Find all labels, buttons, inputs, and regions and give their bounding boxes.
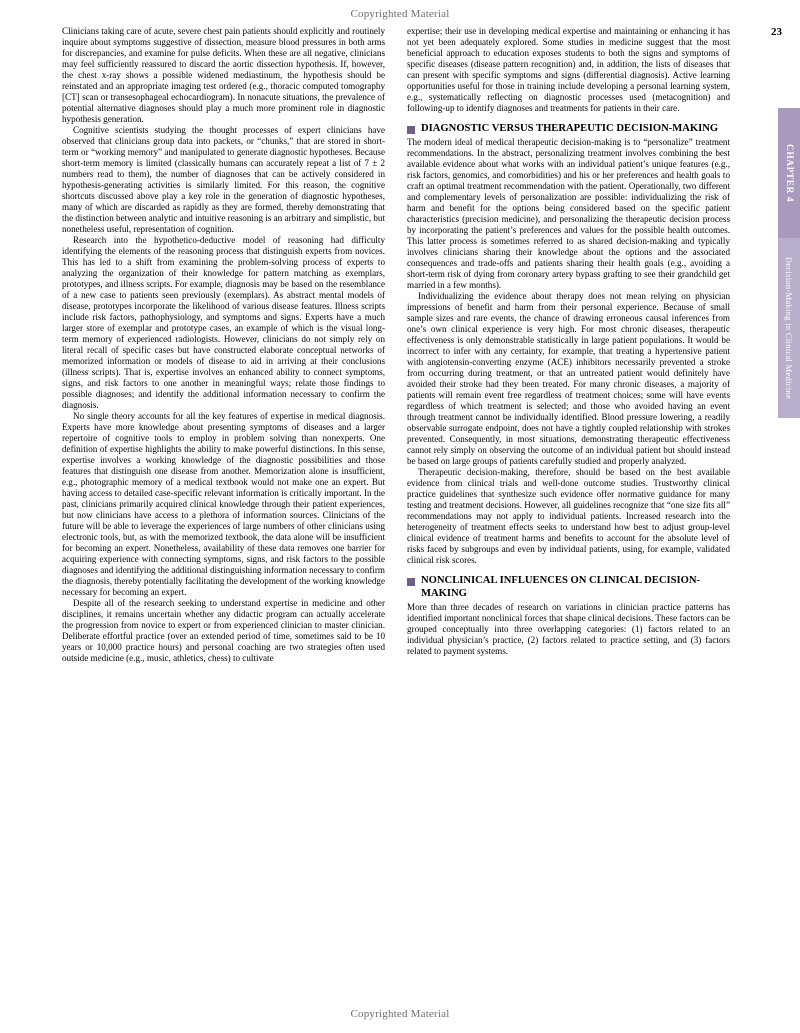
section-bullet-icon bbox=[407, 578, 415, 586]
chapter-tab bbox=[778, 108, 800, 238]
paragraph: Despite all of the research seeking to understand expertise in medicine and other disciplines, it remains uncertain whether any didactic program can actually accelerate the progression from novice to expert or from experienced clinician to master clinician. Deliberate effortful practice (over an extended period of time, sometimes said to be 10 years or 10,000 practice hours) and personal coaching are two strategies often used outside medicine (e.g., music, athletics, chess) to cultivate bbox=[62, 598, 385, 663]
chapter-title-tab-label: Decision-Making in Clinical Medicine bbox=[784, 256, 794, 400]
watermark-top: Copyrighted Material bbox=[350, 8, 450, 20]
left-column bbox=[62, 26, 385, 986]
right-column bbox=[407, 26, 730, 986]
section-bullet-icon bbox=[407, 126, 415, 134]
paragraph: expertise; their use in developing medical expertise and maintaining or enhancing it has not yet been adequately explored. Some studies in medicine suggest that the most beneficial approach to education exposes students to both the signs and symptoms of specific diseases (disease pattern recognition) and, in addition, the lists of diseases that can present with specific symptoms and signs (differential diagnosis). Active learning opportunities useful for those in training include developing a personal learning system, e.g., systematically reflecting on diagnostic processes used (metacognition) and following-up to identify diagnoses and treatments for patients in their care. bbox=[407, 26, 730, 113]
section-heading-label: NONCLINICAL INFLUENCES ON CLINICAL DECISION-MAKING bbox=[421, 575, 701, 599]
section-heading-nonclinical-influences bbox=[407, 575, 730, 600]
paragraph: Cognitive scientists studying the thought processes of expert clinicians have observed that clinicians group data into packets, or “chunks,” that are stored in short-term or “working memory” and manipulated to generate diagnostic hypotheses. Because short-term memory is limited (classically humans can accurately repeat a list of 7 ± 2 numbers read to them), the number of diagnoses that can be actively considered in hypothesis-generating activities is similarly limited. For this reason, the cognitive shortcuts discussed above play a key role in the generation of diagnostic hypotheses, many of which are discarded as rapidly as they are formed, thereby demonstrating that the distinction between analytic and intuitive reasoning is an arbitrary and simplistic, but nonetheless useful, representation of cognition. bbox=[62, 125, 386, 234]
section-heading-label: DIAGNOSTIC VERSUS THERAPEUTIC DECISION-MAKING bbox=[421, 123, 719, 134]
watermark-bottom: Copyrighted Material bbox=[350, 1008, 450, 1020]
paragraph: Individualizing the evidence about therapy does not mean relying on physician impressions of benefit and harm from their personal experience. Because of small sample sizes and rare events, the chance of drawing erroneous causal inferences from one’s own clinical experience is very high. For most chronic diseases, therapeutic effectiveness is only demonstrable statistically in large patient populations. It would be incorrect to infer with any certainty, for example, that treating a hypertensive patient with angiotensin-converting enzyme (ACE) inhibitors necessarily prevented a stroke from occurring during treatment, or that an untreated patient would definitely have avoided their stroke had they been treated. For many chronic diseases, a majority of patients will remain event free regardless of treatment choices; some will have events regardless of which treatment is selected; and those who avoided having an event through treatment cannot be individually identified. Blood pressure lowering, a readily observable surrogate endpoint, does not have a tightly coupled relationship with strokes prevented. Consequently, in most situations, demonstrating therapeutic effectiveness cannot rely simply on observing the outcome of an individual patient but should instead be based on large groups of patients carefully studied and properly analyzed. bbox=[407, 291, 730, 467]
paragraph: The modern ideal of medical therapeutic decision-making is to “personalize” treatment recommendations. In the abstract, personalizing treatment involves combining the best available evidence about what works with an individual patient’s unique features (e.g., risk factors, genomics, and comorbidities) and his or her preferences and health goals to craft an optimal treatment recommendation with the patient. Operationally, two different and complementary levels of personalization are possible: individualizing the risk of harm and benefit for the options being considered based on the specific patient characteristics (precision medicine), and personalizing the therapeutic decision process by incorporating the patient’s preferences and values for the possible health outcomes. This latter process is sometimes referred to as shared decision-making and typically involves clinicians sharing their knowledge about the options and the associated consequences and trade-offs and patients sharing their health goals (e.g., avoiding a short-term risk of dying from coronary artery bypass grafting to see their grandchild get married in a few months). bbox=[407, 137, 730, 291]
paragraph: Clinicians taking care of acute, severe chest pain patients should explicitly and routinely inquire about symptoms suggestive of dissection, measure blood pressures in both arms for discrepancies, and examine for pulse deficits. When these are all negative, clinicians may feel sufficiently reassured to discard the aortic dissection hypothesis. If, however, the chest x-ray shows a possible widened mediastinum, the hypothesis should be reinstated and an appropriate imaging test ordered (e.g., thoracic computed tomography [CT] scan or transesophageal echocardiogram). In nonacute situations, the prevalence of potential alternative diagnoses should play a much more prominent role in diagnostic hypothesis generation. bbox=[62, 26, 385, 124]
chapter-title-tab bbox=[778, 238, 800, 418]
paragraph: Therapeutic decision-making, therefore, should be based on the best available evidence from clinical trials and well-done outcome studies. Trustworthy clinical practice guidelines that synthesize such evidence offer normative guidance for many testing and treatment decisions. However, all guidelines recognize that “one size fits all” recommendations may not apply to individual patients. Increased research into the heterogeneity of treatment effects seeks to understand how best to adjust group-level clinical evidence of treatment harms and benefits to account for the absolute level of risks faced by subgroups and even by individual patients, using, for example, validated clinical risk scores. bbox=[407, 467, 730, 566]
section-heading-diagnostic-versus-therapeutic bbox=[407, 123, 730, 135]
paragraph: No single theory accounts for all the key features of expertise in medical diagnosis. Experts have more knowledge about presenting symptoms of diseases and a larger repertoire of cognitive tools to employ in problem solving than nonexperts. One definition of expertise highlights the ability to make powerful distinctions. In this sense, expertise involves a working knowledge of the diagnostic possibilities and those features that distinguish one disease from another. Memorization alone is insufficient, e.g., photographic memory of a medical textbook would not make one an expert. But having access to detailed case-specific relevant information is critically important. In the past, clinicians primarily acquired clinical knowledge through their patient experiences, but now clinicians have access to a plethora of information sources. Clinicians of the future will be able to leverage the experiences of large numbers of other clinicians using electronic tools, but, as with the memorized textbook, the data alone will be insufficient for becoming an expert. Nonetheless, availability of these data removes one barrier for acquiring experience with connecting symptoms, signs, and risk factors to the possible diagnoses and identifying the additional distinguishing information necessary to confirm the diagnosis, thereby potentially facilitating the development of the working knowledge necessary for becoming an expert. bbox=[62, 411, 385, 597]
paragraph: More than three decades of research on variations in clinician practice patterns has identified important nonclinical forces that shape clinical decisions. These factors can be grouped conceptually into three overlapping categories: (1) factors related to an individual physician’s practice, (2) factors related to practice setting, and (3) factors related to payment systems. bbox=[407, 602, 730, 657]
chapter-tab-label: CHAPTER 4 bbox=[784, 143, 794, 203]
paragraph: Research into the hypothetico-deductive model of reasoning had difficulty identifying the elements of the reasoning process that distinguish experts from novices. This has led to a shift from examining the problem-solving process of experts to analyzing the organization of their knowledge for pattern matching as exemplars, prototypes, and illness scripts. For example, diagnosis may be based on the resemblance of a new case to patients seen previously (exemplars). As abstract mental models of disease, prototypes incorporate the likelihood of various disease features. Illness scripts include risk factors, pathophysiology, and symptoms and signs. Experts have a much larger store of exemplar and prototype cases, an example of which is the visual long-term memory of experienced radiologists. However, clinicians do not simply rely on literal recall of specific cases but have constructed elaborate conceptual networks of memorized information or models of disease to aid in arriving at their conclusions (illness scripts). That is, expertise involves an enhanced ability to connect symptoms, signs, and risk factors to one another in meaningful ways; relate those findings to possible diagnoses; and identify the additional information necessary to confirm the diagnosis. bbox=[62, 235, 385, 410]
page-number: 23 bbox=[771, 26, 782, 38]
body-columns bbox=[62, 26, 730, 986]
